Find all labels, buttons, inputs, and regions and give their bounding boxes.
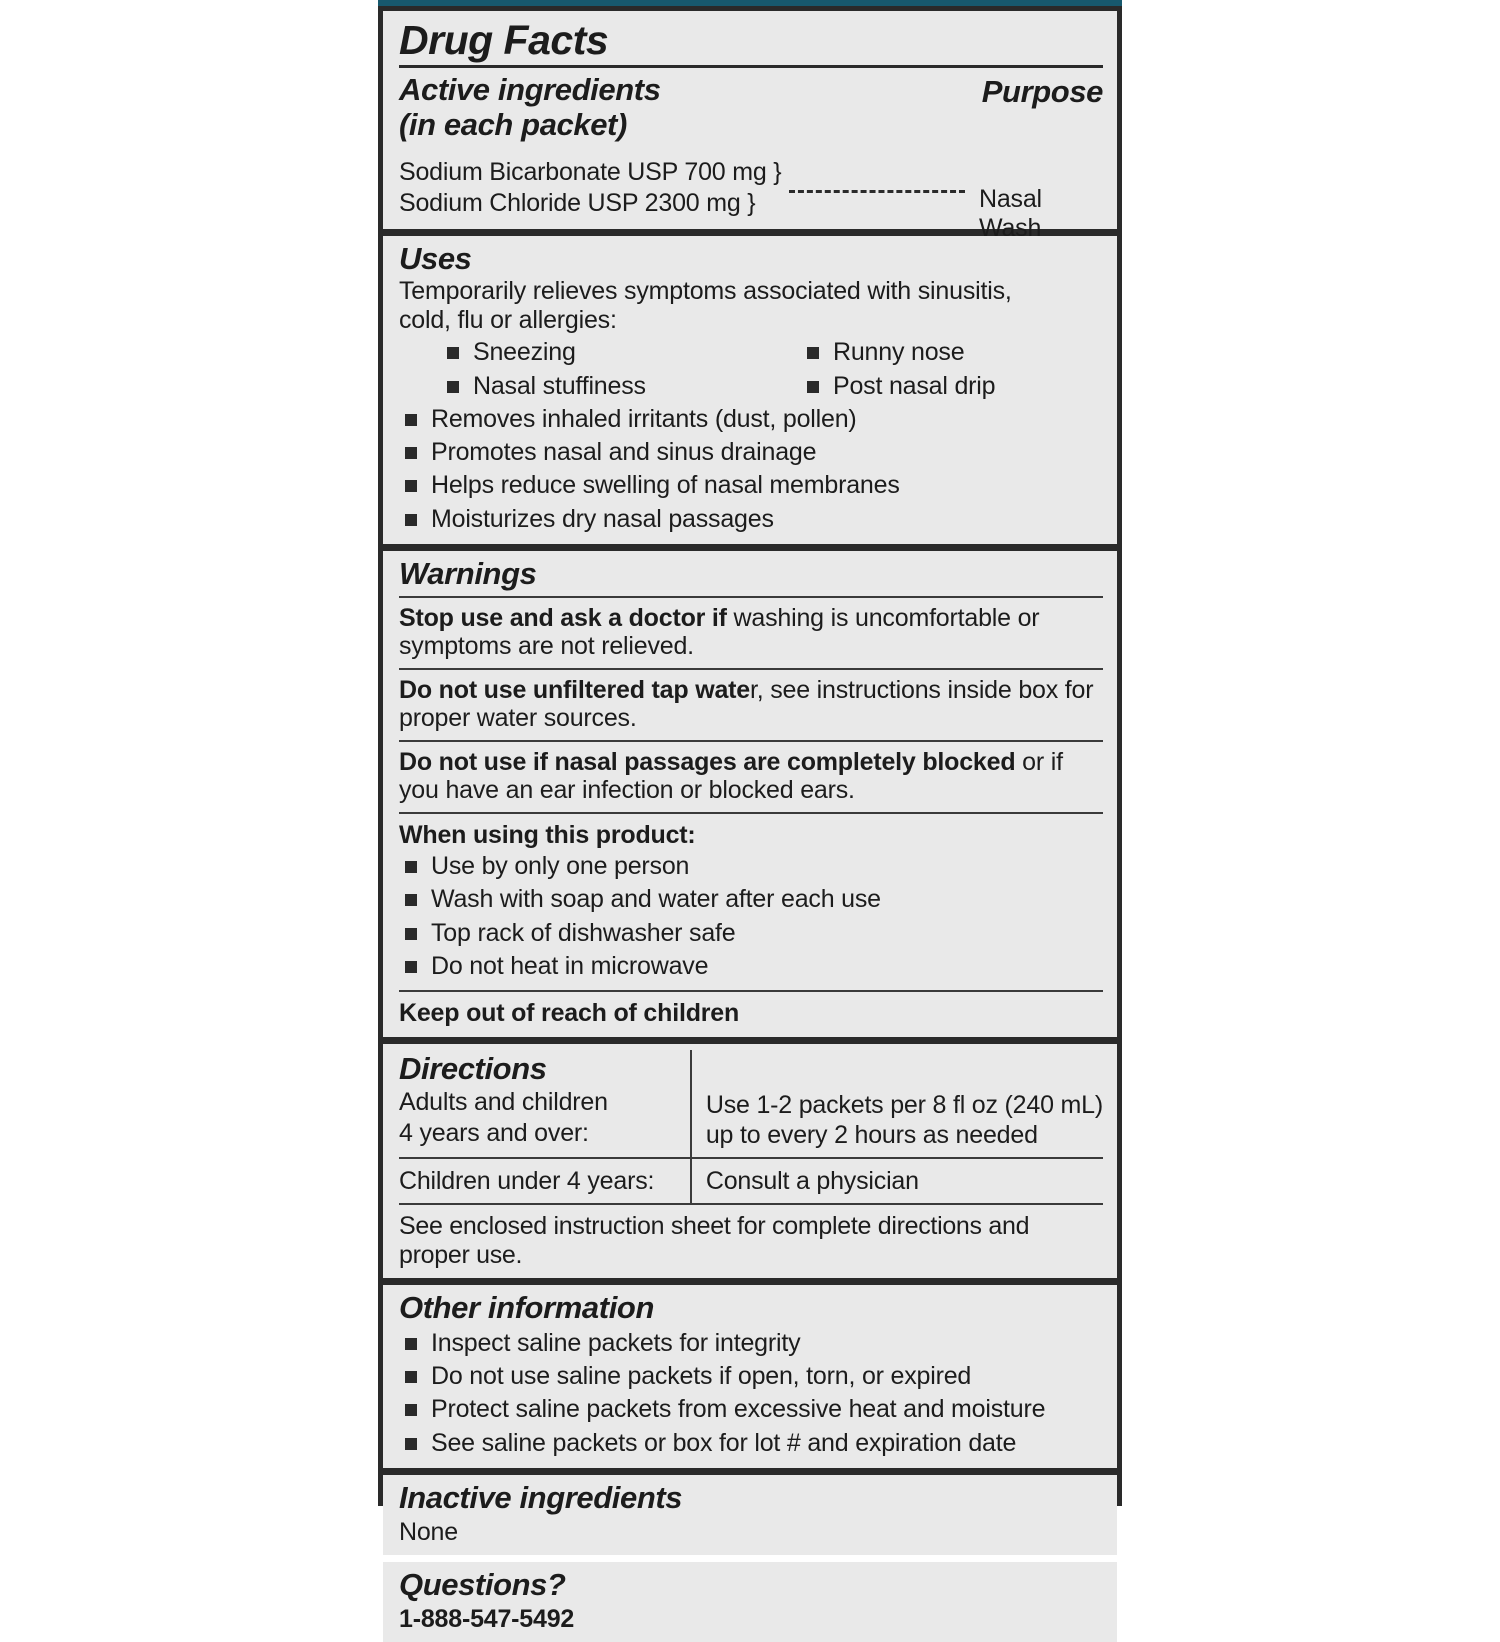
warnings-heading: Warnings — [399, 555, 537, 591]
directions-who-cell-2 — [399, 1158, 691, 1204]
directions-dose-cell-1 — [691, 1050, 1103, 1158]
warnings-divider-2 — [399, 668, 1103, 670]
list-item: Inspect saline packets for integrity — [399, 1327, 1103, 1360]
uses-benefits-list — [399, 403, 1103, 536]
warnings-divider-4 — [399, 812, 1103, 814]
warning-item-1-rest: washing is uncomfortable or symptoms are not relieved. — [399, 603, 1040, 661]
keep-out-of-reach-text: Keep out of reach of children — [399, 999, 740, 1028]
warning-item-1-bold: Stop use and ask a doctor if — [399, 603, 727, 632]
list-item: Wash with soap and water after each use — [399, 883, 1103, 916]
list-item: Removes inhaled irritants (dust, pollen) — [399, 403, 1103, 436]
other-information-list — [399, 1327, 1103, 1460]
list-item: Use by only one person — [399, 850, 1103, 883]
directions-dose-1-line1: Use 1-2 packets per 8 fl oz (240 mL) — [705, 1090, 1103, 1119]
list-item: Sneezing — [441, 336, 759, 369]
warnings-divider-5 — [399, 990, 1103, 992]
panel-other-information — [383, 1285, 1117, 1468]
directions-who-cell-1 — [399, 1050, 691, 1158]
warning-item-2-rest: r, see instructions inside box for proper water sources. — [399, 675, 1094, 733]
panel-uses — [383, 236, 1117, 544]
directions-dose-cell-2 — [691, 1158, 1103, 1204]
other-information-heading: Other information — [399, 1290, 654, 1326]
panel-inactive-ingredients — [383, 1475, 1117, 1555]
list-item: Protect saline packets from excessive heat and moisture — [399, 1393, 1103, 1426]
uses-symptom-grid — [399, 336, 1103, 403]
uses-intro — [399, 277, 1103, 334]
directions-footnote: See enclosed instruction sheet for complete directions and proper use. — [399, 1203, 1103, 1270]
uses-intro-line1: Temporarily relieves symptoms associated with sinusitis, — [399, 277, 1012, 306]
drug-facts-label — [378, 6, 1122, 1633]
questions-heading: Questions? — [399, 1567, 566, 1603]
active-ingredient-2: Sodium Chloride USP 2300 mg } — [399, 188, 756, 217]
purpose-heading: Purpose — [981, 74, 1103, 110]
directions-dose-2-line1: Consult a physician — [705, 1166, 919, 1195]
warning-item-3 — [399, 748, 1103, 805]
list-item: Runny nose — [801, 336, 1103, 369]
table-row — [399, 1158, 1103, 1204]
warning-item-3-bold: Do not use if nasal passages are completely blocked — [399, 747, 1016, 776]
active-ingredients-heading-line1: Active ingredients — [399, 72, 661, 108]
active-ingredient-1: Sodium Bicarbonate USP 700 mg } — [399, 157, 782, 186]
inactive-ingredients-value: None — [399, 1517, 458, 1546]
directions-who-1-line1: Adults and children — [399, 1088, 608, 1117]
panel-warnings — [383, 551, 1117, 1037]
active-ingredients-body — [399, 157, 1103, 242]
panel-active-ingredients — [383, 11, 1117, 242]
table-row — [399, 1050, 1103, 1158]
panel-directions — [383, 1044, 1117, 1279]
list-item: See saline packets or box for lot # and expiration date — [399, 1427, 1103, 1460]
directions-table — [399, 1050, 1103, 1204]
questions-phone-number[interactable]: 1-888-547-5492 — [399, 1604, 575, 1633]
active-ingredients-heading — [399, 72, 661, 143]
list-item: Moisturizes dry nasal passages — [399, 503, 1103, 536]
title-divider — [399, 65, 1103, 68]
uses-heading: Uses — [399, 240, 472, 276]
warnings-divider-1 — [399, 596, 1103, 598]
list-item: Do not use saline packets if open, torn, or expired — [399, 1360, 1103, 1393]
uses-symptoms-column-1 — [399, 336, 759, 403]
drug-facts-title: Drug Facts — [399, 17, 609, 63]
active-ingredients-heading-line2: (in each packet) — [399, 107, 627, 143]
list-item: Do not heat in microwave — [399, 950, 1103, 983]
warning-item-2-bold: Do not use unfiltered tap wate — [399, 675, 750, 704]
purpose-leader-dashes — [789, 190, 965, 193]
when-using-heading: When using this product: — [399, 820, 696, 849]
active-ingredients-header — [399, 72, 1103, 143]
directions-dose-1-line2: up to every 2 hours as needed — [705, 1121, 1038, 1150]
directions-heading: Directions — [399, 1050, 547, 1086]
list-item: Post nasal drip — [801, 370, 1103, 403]
warning-item-2 — [399, 676, 1103, 733]
uses-intro-line2: cold, flu or allergies: — [399, 305, 617, 334]
list-item: Helps reduce swelling of nasal membranes — [399, 469, 1103, 502]
uses-symptoms-column-2 — [759, 336, 1103, 403]
warnings-divider-3 — [399, 740, 1103, 742]
directions-who-2-line1: Children under 4 years: — [399, 1166, 655, 1195]
list-item: Promotes nasal and sinus drainage — [399, 436, 1103, 469]
when-using-list — [399, 850, 1103, 983]
warning-item-1 — [399, 604, 1103, 661]
directions-who-1-line2: 4 years and over: — [399, 1118, 589, 1147]
inactive-ingredients-heading: Inactive ingredients — [399, 1479, 683, 1515]
purpose-value: Nasal Wash — [979, 184, 1042, 242]
panel-questions — [383, 1562, 1117, 1642]
warning-item-3-rest: or if you have an ear infection or blocked ears. — [399, 747, 1063, 805]
list-item: Top rack of dishwasher safe — [399, 917, 1103, 950]
list-item: Nasal stuffiness — [441, 370, 759, 403]
